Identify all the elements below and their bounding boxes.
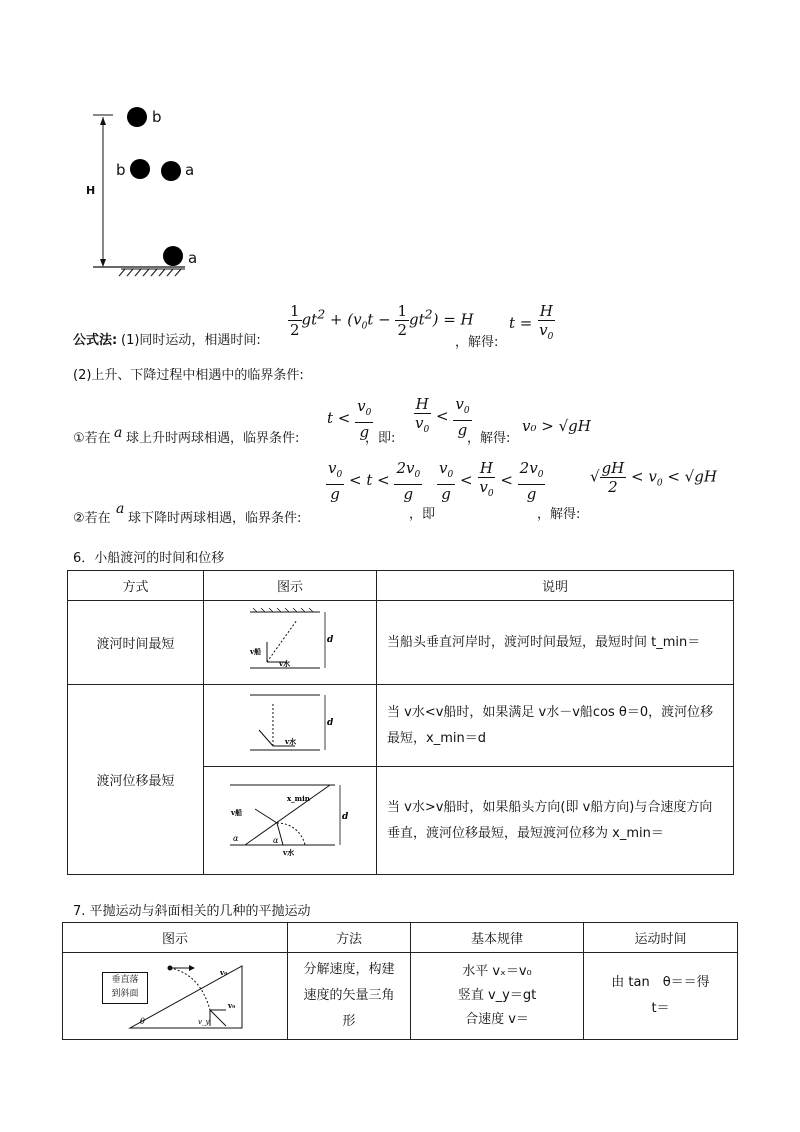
case2-ie: ，即 bbox=[409, 507, 436, 522]
svg-text:v船: v船 bbox=[250, 646, 262, 656]
header-method: 方式 bbox=[68, 571, 204, 601]
case2-ball: a bbox=[116, 501, 125, 517]
case1-suffix: 球上升时两球相遇，临界条件: bbox=[126, 431, 300, 446]
case1-equivalent: $\frac{H}{v_0}$ < $\frac{v_0}{g}$ bbox=[415, 395, 470, 439]
ball-a-mid bbox=[161, 161, 181, 181]
incline-figure bbox=[100, 960, 250, 1032]
svg-text:x_min: x_min bbox=[287, 793, 310, 803]
row1-label: 渡河时间最短 bbox=[68, 601, 204, 685]
row2b-description: 当 v水>v船时，如果船头方向(即 v船方向)与合速度方向垂直，渡河位移最短，最短渡河位移为 x_min＝ bbox=[377, 767, 734, 875]
projectile-incline-table bbox=[62, 922, 738, 1040]
time-line-2: t＝ bbox=[651, 1001, 670, 1016]
time-line-1: 由 tan θ＝＝得 bbox=[611, 975, 710, 990]
shortest-displacement-diagram-b bbox=[225, 779, 355, 859]
svg-text:v水: v水 bbox=[283, 847, 295, 857]
row2-label: 渡河位移最短 bbox=[68, 685, 204, 875]
svg-text:v船: v船 bbox=[231, 807, 243, 817]
shortest-displacement-diagram-a bbox=[245, 690, 335, 758]
critical-conditions-heading: (2)上升、下降过程中相遇中的临界条件: bbox=[73, 368, 304, 383]
s7-time bbox=[584, 953, 738, 1040]
meeting-equation: $\frac{1}{2}$ $gt^2 + (v_0t$ − $\frac{1}{2}$ $gt^2) = H$ bbox=[290, 302, 474, 339]
label-a-bottom: a bbox=[188, 249, 198, 267]
svg-text:α: α bbox=[233, 833, 239, 843]
s7-figure bbox=[63, 953, 288, 1040]
ball-a-bottom bbox=[163, 246, 183, 266]
solve-label-1: ，解得: bbox=[455, 335, 499, 350]
label-a-mid: a bbox=[185, 161, 195, 179]
perpendicular-label-1: 垂直落 bbox=[111, 975, 139, 985]
case2-suffix: 球下降时两球相遇，临界条件: bbox=[128, 511, 302, 526]
s7-method: 分解速度，构建速度的矢量三角形 bbox=[288, 953, 411, 1040]
case1-ball: a bbox=[114, 425, 123, 441]
row1-figure bbox=[204, 601, 377, 685]
svg-text:d: d bbox=[327, 717, 334, 728]
case2-result: √ $\frac{gH}{2}$ < $v_0 < √gH$ bbox=[590, 459, 717, 496]
svg-text:v₀: v₀ bbox=[228, 1001, 236, 1010]
case2-prefix: ②若在 bbox=[73, 511, 111, 526]
formula-method-label: 公式法: bbox=[73, 333, 118, 348]
section6-title: 6．小船渡河的时间和位移 bbox=[73, 551, 225, 566]
label-H: H bbox=[86, 184, 96, 197]
header-figure: 图示 bbox=[204, 571, 377, 601]
case1-prefix: ①若在 bbox=[73, 431, 111, 446]
case1-solve: ，解得: bbox=[467, 431, 511, 446]
rule-resultant: 合速度 v＝ bbox=[465, 1012, 529, 1027]
svg-text:α: α bbox=[273, 835, 279, 845]
row2a-description: 当 v水<v船时，如果满足 v水－v船cos θ＝0，渡河位移最短，x_min＝d bbox=[377, 685, 734, 767]
case2-condition: $\frac{v_0}{g}$ < t < $\frac{2v_0}{g}$ bbox=[328, 459, 421, 503]
case2-line bbox=[73, 455, 773, 525]
s7-header-rules: 基本规律 bbox=[411, 923, 584, 953]
s7-rules bbox=[411, 953, 584, 1040]
label-b-mid: b bbox=[116, 161, 126, 179]
perpendicular-label-box bbox=[102, 972, 148, 1004]
label-b-top: b bbox=[152, 108, 162, 126]
perpendicular-label-2: 到斜面 bbox=[111, 989, 139, 999]
case1-condition: t < $\frac{v_0}{g}$ bbox=[327, 397, 372, 441]
case1-result: v₀ > √gH bbox=[522, 417, 591, 435]
s7-header-method: 方法 bbox=[288, 923, 411, 953]
svg-text:v水: v水 bbox=[285, 736, 297, 746]
s7-header-time: 运动时间 bbox=[584, 923, 738, 953]
ball-b-top bbox=[127, 107, 147, 127]
svg-text:θ: θ bbox=[140, 1017, 145, 1026]
case2-solve: ，解得: bbox=[537, 507, 581, 522]
ball-b-mid bbox=[130, 159, 150, 179]
rule-horizontal: 水平 vₓ＝v₀ bbox=[462, 964, 532, 979]
svg-text:v₀: v₀ bbox=[220, 968, 228, 977]
svg-text:d: d bbox=[327, 634, 334, 645]
rule-vertical: 竖直 v_y＝gt bbox=[457, 988, 537, 1003]
shortest-time-diagram bbox=[245, 606, 335, 676]
s7-header-figure: 图示 bbox=[63, 923, 288, 953]
row1-description: 当船头垂直河岸时，渡河时间最短，最短时间 t_min＝ bbox=[377, 601, 734, 685]
boat-crossing-table bbox=[67, 570, 734, 875]
svg-text:d: d bbox=[342, 811, 349, 822]
svg-text:v_y: v_y bbox=[198, 1018, 210, 1026]
case2-equivalent: $\frac{v_0}{g}$ < $\frac{H}{v_0}$ < $\frac{2v_0}{g}$ bbox=[439, 459, 544, 503]
row2b-figure bbox=[204, 767, 377, 875]
meeting-time-result: t = $\frac{H}{v_0}$ bbox=[509, 302, 554, 342]
svg-text:v水: v水 bbox=[279, 658, 291, 668]
case1-line bbox=[73, 395, 773, 450]
header-description: 说明 bbox=[377, 571, 734, 601]
formula-method-line bbox=[73, 302, 773, 352]
case1-ie: ，即: bbox=[365, 431, 396, 446]
row2a-figure bbox=[204, 685, 377, 767]
formula-method-text: (1)同时运动，相遇时间: bbox=[121, 333, 261, 348]
section7-title: 7. 平抛运动与斜面相关的几种的平抛运动 bbox=[73, 904, 311, 919]
